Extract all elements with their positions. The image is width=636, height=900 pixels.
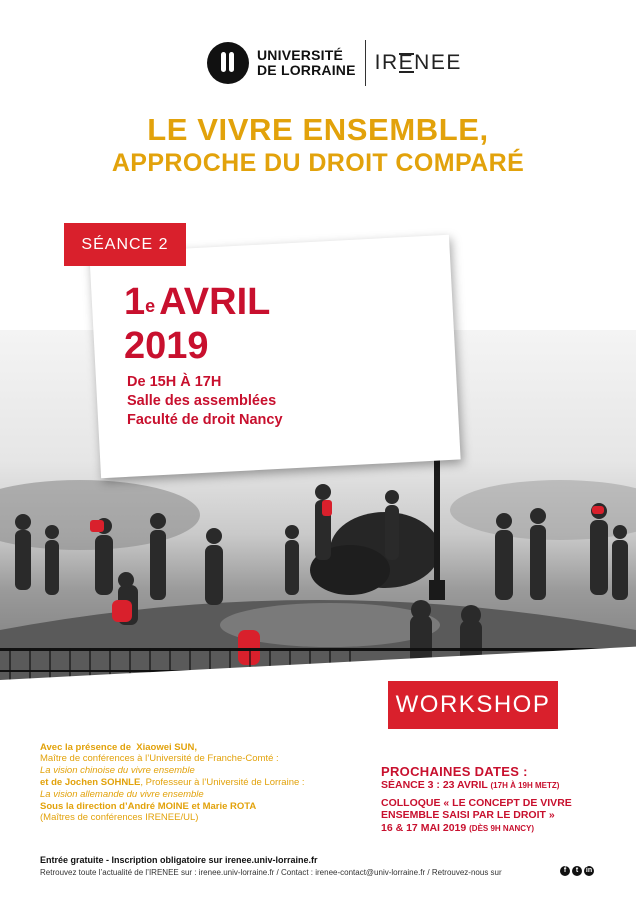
- session-year: 2019: [124, 325, 209, 367]
- universite-lorraine-name: UNIVERSITÉ DE LORRAINE: [257, 47, 356, 78]
- seance-tag: SÉANCE 2: [64, 223, 186, 266]
- direction: Sous la direction d’André MOINE et Marie ROTA: [40, 801, 257, 813]
- session-details: [127, 373, 283, 430]
- irenee-logo: IRENEE: [374, 51, 462, 74]
- colloque-line-1: COLLOQUE « LE CONCEPT DE VIVRE: [381, 796, 572, 809]
- speaker-1-topic: La vision chinoise du vivre ensemble: [40, 764, 195, 776]
- session-room: Salle des assemblées: [127, 393, 277, 409]
- universite-lorraine-logo-icon: [207, 42, 249, 84]
- session-place: Faculté de droit Nancy: [127, 412, 283, 428]
- colloque-line-2: ENSEMBLE SAISI PAR LE DROIT »: [381, 809, 555, 821]
- speaker-2: et de Jochen SOHNLE, Professeur à l’Université de Lorraine :: [40, 777, 305, 789]
- session-time: De 15H À 17H: [127, 374, 222, 390]
- twitter-icon[interactable]: t: [572, 866, 582, 876]
- session-date: 1e AVRIL 2019: [124, 281, 271, 367]
- linkedin-icon[interactable]: in: [585, 867, 593, 874]
- next-dates-title: PROCHAINES DATES :: [381, 764, 528, 779]
- speakers-block: [40, 742, 370, 824]
- title-line-2: APPROCHE DU DROIT COMPARÉ: [111, 149, 525, 177]
- logo-divider: [365, 40, 366, 86]
- title-line-1: LE VIVRE ENSEMBLE,: [147, 112, 489, 147]
- seance-3-date: SÉANCE 3 : 23 AVRIL (17H À 19H METZ): [381, 779, 560, 791]
- workshop-badge: WORKSHOP: [388, 681, 558, 729]
- contact-line: Retrouvez toute l’actualité de l’IRENEE sur : irenee.univ-lorraine.fr / Contact : irenee-contact@univ-lorraine.fr / Retrouvez-nous sur: [40, 868, 502, 877]
- speaker-1: Avec la présence de Xiaowei SUN,: [40, 742, 198, 753]
- poster-title: [0, 112, 636, 178]
- registration-note: Entrée gratuite - Inscription obligatoire sur irenee.univ-lorraine.fr: [40, 855, 318, 865]
- social-links: [560, 866, 594, 876]
- next-dates-block: [381, 764, 616, 835]
- speaker-2-topic: La vision allemande du vivre ensemble: [40, 788, 204, 800]
- direction-role: (Maîtres de conférences IRENEE/UL): [40, 812, 199, 824]
- facebook-icon[interactable]: f: [560, 866, 570, 876]
- colloque-dates: 16 & 17 MAI 2019 (DÈS 9H NANCY): [381, 821, 535, 834]
- speaker-1-role: Maître de conférences à l’Université de Franche-Comté :: [40, 753, 279, 765]
- header-logos: [207, 38, 462, 88]
